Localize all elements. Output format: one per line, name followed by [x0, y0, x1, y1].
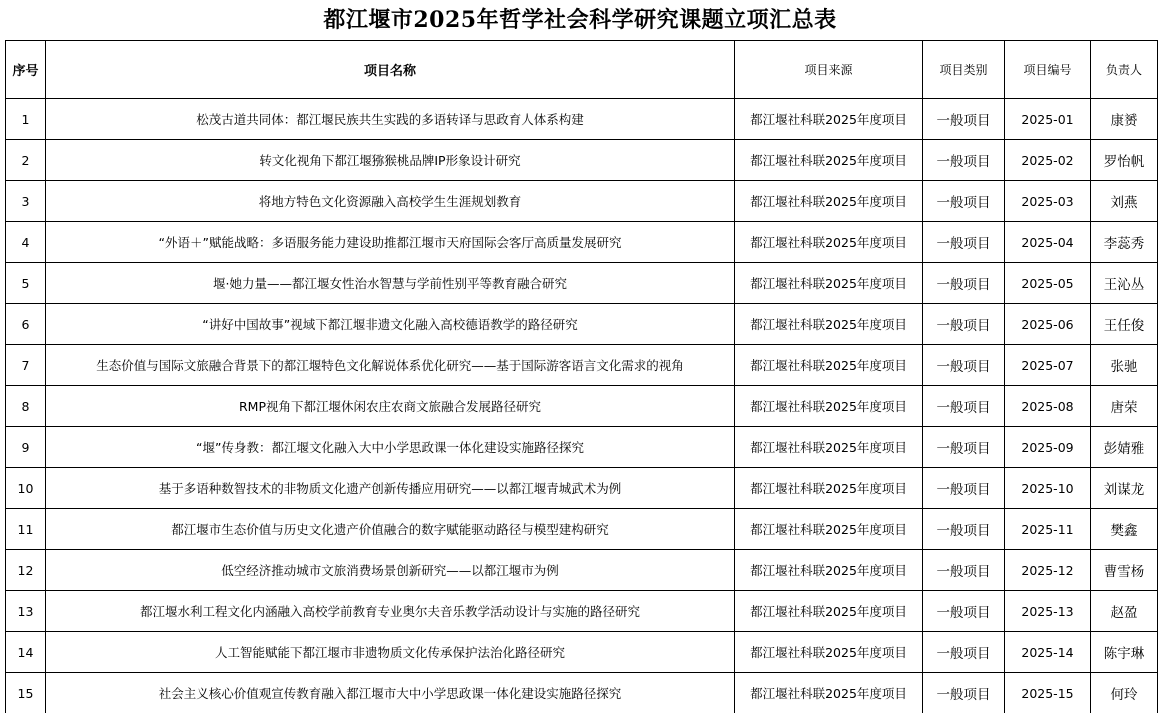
cell-project-leader: 刘燕	[1091, 181, 1158, 222]
cell-project-type: 一般项目	[923, 468, 1005, 509]
table-row	[6, 99, 1158, 140]
col-header-type: 项目类别	[923, 41, 1005, 99]
cell-project-name: 转文化视角下都江堰猕猴桃品牌IP形象设计研究	[46, 140, 735, 181]
cell-project-name: “讲好中国故事”视域下都江堰非遗文化融入高校德语教学的路径研究	[46, 304, 735, 345]
cell-project-name: 将地方特色文化资源融入高校学生生涯规划教育	[46, 181, 735, 222]
cell-seq: 6	[6, 304, 46, 345]
cell-seq: 14	[6, 632, 46, 673]
cell-project-code: 2025-10	[1005, 468, 1091, 509]
cell-seq: 15	[6, 673, 46, 714]
cell-project-type: 一般项目	[923, 345, 1005, 386]
cell-seq: 2	[6, 140, 46, 181]
cell-seq: 4	[6, 222, 46, 263]
cell-project-leader: 何玲	[1091, 673, 1158, 714]
cell-project-name: “外语＋”赋能战略：多语服务能力建设助推都江堰市天府国际会客厅高质量发展研究	[46, 222, 735, 263]
col-header-source: 项目来源	[735, 41, 923, 99]
table-row	[6, 509, 1158, 550]
cell-project-leader: 曹雪杨	[1091, 550, 1158, 591]
cell-project-source: 都江堰社科联2025年度项目	[735, 468, 923, 509]
table-row	[6, 304, 1158, 345]
cell-project-name: 都江堰市生态价值与历史文化遗产价值融合的数字赋能驱动路径与模型建构研究	[46, 509, 735, 550]
cell-project-type: 一般项目	[923, 386, 1005, 427]
cell-project-source: 都江堰社科联2025年度项目	[735, 386, 923, 427]
cell-project-leader: 王任俊	[1091, 304, 1158, 345]
cell-project-type: 一般项目	[923, 222, 1005, 263]
cell-project-code: 2025-15	[1005, 673, 1091, 714]
cell-project-type: 一般项目	[923, 673, 1005, 714]
cell-project-source: 都江堰社科联2025年度项目	[735, 181, 923, 222]
cell-project-name: RMP视角下都江堰休闲农庄农商文旅融合发展路径研究	[46, 386, 735, 427]
cell-project-source: 都江堰社科联2025年度项目	[735, 591, 923, 632]
cell-project-name: 生态价值与国际文旅融合背景下的都江堰特色文化解说体系优化研究——基于国际游客语言文化需求的视角	[46, 345, 735, 386]
table-row	[6, 468, 1158, 509]
cell-project-source: 都江堰社科联2025年度项目	[735, 632, 923, 673]
table-row	[6, 222, 1158, 263]
cell-project-code: 2025-06	[1005, 304, 1091, 345]
table-row	[6, 181, 1158, 222]
table-row	[6, 550, 1158, 591]
cell-project-code: 2025-12	[1005, 550, 1091, 591]
table-row	[6, 345, 1158, 386]
table-row	[6, 673, 1158, 714]
table-row	[6, 591, 1158, 632]
cell-seq: 8	[6, 386, 46, 427]
cell-project-code: 2025-11	[1005, 509, 1091, 550]
cell-project-source: 都江堰社科联2025年度项目	[735, 427, 923, 468]
cell-project-code: 2025-01	[1005, 99, 1091, 140]
cell-project-type: 一般项目	[923, 140, 1005, 181]
cell-seq: 10	[6, 468, 46, 509]
cell-project-name: 松茂古道共同体：都江堰民族共生实践的多语转译与思政育人体系构建	[46, 99, 735, 140]
cell-project-source: 都江堰社科联2025年度项目	[735, 99, 923, 140]
cell-project-source: 都江堰社科联2025年度项目	[735, 509, 923, 550]
table-row	[6, 632, 1158, 673]
cell-project-name: 人工智能赋能下都江堰市非遗物质文化传承保护法治化路径研究	[46, 632, 735, 673]
cell-project-code: 2025-05	[1005, 263, 1091, 304]
cell-project-leader: 刘谋龙	[1091, 468, 1158, 509]
cell-project-type: 一般项目	[923, 181, 1005, 222]
table-body	[6, 99, 1158, 714]
cell-project-code: 2025-13	[1005, 591, 1091, 632]
cell-project-type: 一般项目	[923, 263, 1005, 304]
cell-project-source: 都江堰社科联2025年度项目	[735, 263, 923, 304]
cell-project-type: 一般项目	[923, 550, 1005, 591]
cell-project-source: 都江堰社科联2025年度项目	[735, 140, 923, 181]
table-header	[6, 41, 1158, 99]
cell-project-name: 基于多语种数智技术的非物质文化遗产创新传播应用研究——以都江堰青城武术为例	[46, 468, 735, 509]
table-row	[6, 427, 1158, 468]
cell-project-leader: 张驰	[1091, 345, 1158, 386]
cell-project-leader: 王沁丛	[1091, 263, 1158, 304]
cell-project-type: 一般项目	[923, 304, 1005, 345]
cell-seq: 1	[6, 99, 46, 140]
table-row	[6, 263, 1158, 304]
cell-project-name: 社会主义核心价值观宣传教育融入都江堰市大中小学思政课一体化建设实施路径探究	[46, 673, 735, 714]
cell-project-leader: 陈宇琳	[1091, 632, 1158, 673]
cell-seq: 5	[6, 263, 46, 304]
cell-project-source: 都江堰社科联2025年度项目	[735, 550, 923, 591]
table-row	[6, 140, 1158, 181]
cell-project-code: 2025-08	[1005, 386, 1091, 427]
cell-seq: 9	[6, 427, 46, 468]
cell-project-type: 一般项目	[923, 632, 1005, 673]
cell-project-code: 2025-14	[1005, 632, 1091, 673]
cell-project-leader: 赵盈	[1091, 591, 1158, 632]
cell-project-source: 都江堰社科联2025年度项目	[735, 304, 923, 345]
cell-seq: 13	[6, 591, 46, 632]
cell-project-leader: 康赟	[1091, 99, 1158, 140]
cell-seq: 11	[6, 509, 46, 550]
col-header-person: 负责人	[1091, 41, 1158, 99]
cell-project-name: 都江堰水利工程文化内涵融入高校学前教育专业奥尔夫音乐教学活动设计与实施的路径研究	[46, 591, 735, 632]
table-row	[6, 386, 1158, 427]
cell-project-name: 低空经济推动城市文旅消费场景创新研究——以都江堰市为例	[46, 550, 735, 591]
cell-project-leader: 李蕊秀	[1091, 222, 1158, 263]
cell-project-code: 2025-09	[1005, 427, 1091, 468]
col-header-seq: 序号	[6, 41, 46, 99]
cell-project-type: 一般项目	[923, 99, 1005, 140]
cell-seq: 12	[6, 550, 46, 591]
cell-project-code: 2025-07	[1005, 345, 1091, 386]
cell-project-code: 2025-02	[1005, 140, 1091, 181]
cell-project-source: 都江堰社科联2025年度项目	[735, 673, 923, 714]
cell-project-source: 都江堰社科联2025年度项目	[735, 222, 923, 263]
cell-project-type: 一般项目	[923, 427, 1005, 468]
cell-seq: 7	[6, 345, 46, 386]
cell-project-leader: 唐荣	[1091, 386, 1158, 427]
col-header-code: 项目编号	[1005, 41, 1091, 99]
cell-project-leader: 彭婧雅	[1091, 427, 1158, 468]
project-table	[5, 40, 1158, 713]
cell-project-code: 2025-03	[1005, 181, 1091, 222]
cell-project-source: 都江堰社科联2025年度项目	[735, 345, 923, 386]
cell-project-code: 2025-04	[1005, 222, 1091, 263]
cell-project-type: 一般项目	[923, 591, 1005, 632]
col-header-name: 项目名称	[46, 41, 735, 99]
cell-project-name: “堰”传身教：都江堰文化融入大中小学思政课一体化建设实施路径探究	[46, 427, 735, 468]
cell-project-name: 堰·她力量——都江堰女性治水智慧与学前性别平等教育融合研究	[46, 263, 735, 304]
cell-project-leader: 樊鑫	[1091, 509, 1158, 550]
cell-seq: 3	[6, 181, 46, 222]
page-title: 都江堰市2025年哲学社会科学研究课题立项汇总表	[323, 7, 837, 33]
cell-project-leader: 罗怡帆	[1091, 140, 1158, 181]
cell-project-type: 一般项目	[923, 509, 1005, 550]
